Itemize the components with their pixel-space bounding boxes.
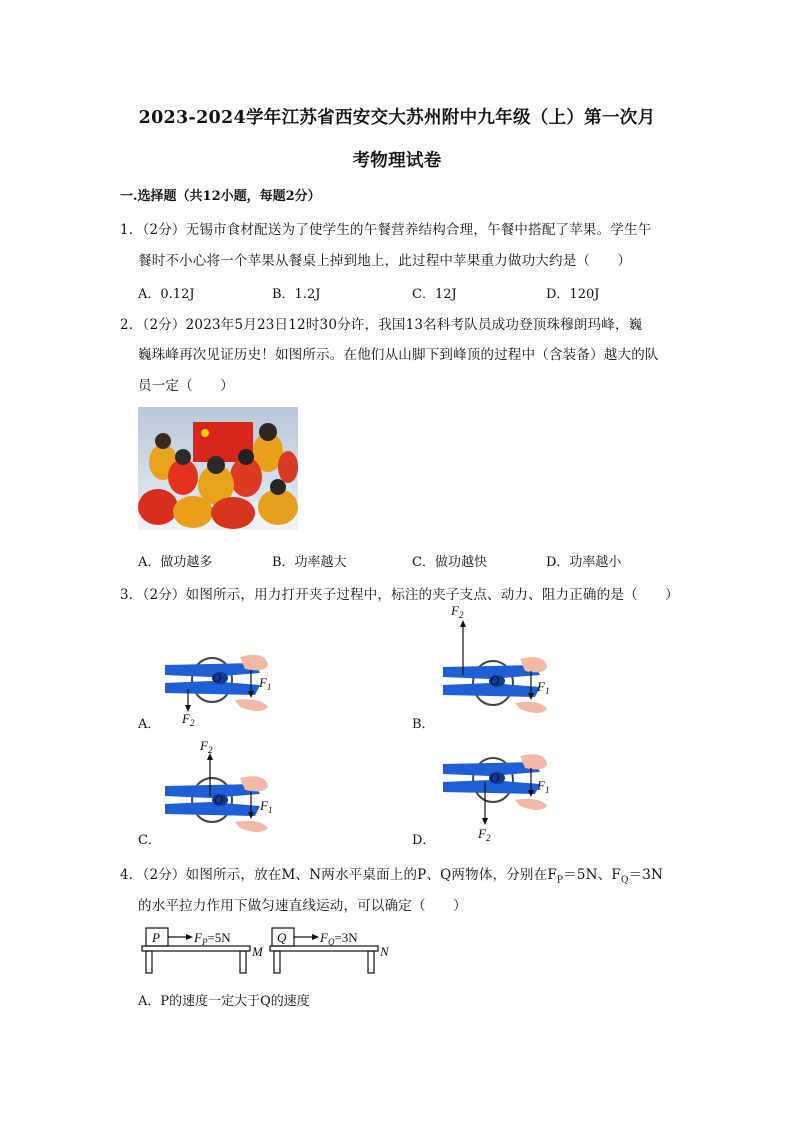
svg-text:F2: $F_2$ xyxy=(200,738,213,755)
q4-line2: 的水平拉力作用下做匀速直线运动，可以确定（ ） xyxy=(138,898,467,914)
table-n-label: N xyxy=(380,944,389,959)
q1-line1: 1．（2分）无锡市食材配送为了使学生的午餐营养结构合理，午餐中搭配了苹果。学生午 xyxy=(120,222,652,238)
svg-text:F1: $F_1$ xyxy=(260,798,273,815)
q3-clip-diagram-a xyxy=(160,645,275,730)
svg-text:FP=5N: $F_P=5N$ xyxy=(194,930,231,947)
f2-label: F xyxy=(182,711,190,726)
block-q-label: Q xyxy=(277,930,287,945)
q4-tables-diagram xyxy=(140,922,400,978)
q2-option-c: C．做功越快 xyxy=(412,555,487,570)
svg-text:FQ=3N: $F_Q=3N$ xyxy=(320,930,358,947)
svg-text:F1: $F_1$ xyxy=(537,679,550,696)
q3-clip-diagram-b xyxy=(435,603,555,723)
q2-line2: 巍珠峰再次见证历史！如图所示。在他们从山脚下到峰顶的过程中（含装备）越大的队 xyxy=(138,347,659,363)
q4-line1: 4．（2分）如图所示，放在M、N两水平桌面上的P、Q两物体，分别在$F_P=5N$、$F_Q=3N$ xyxy=(120,867,664,886)
svg-text:F1: $F_1$ xyxy=(537,778,550,795)
q3-clip-diagram-c xyxy=(160,738,275,848)
svg-text:F2: $F_2$ xyxy=(478,826,491,843)
q1-option-c: C．12J xyxy=(412,287,457,302)
section-heading: 一.选择题（共12小题，每题2分） xyxy=(120,189,321,204)
f1-sub: 1 xyxy=(266,682,272,692)
q2-line3: 员一定（ ） xyxy=(138,378,234,394)
svg-text:O: O xyxy=(214,792,224,807)
f1-label: F xyxy=(259,675,267,690)
svg-text:F1 xyxy=(258,675,271,692)
q1-option-a: A．0.12J xyxy=(138,287,195,302)
q3-line1: 3．（2分）如图所示，用力打开夹子过程中，标注的夹子支点、动力、阻力正确的是（ ） xyxy=(120,587,679,603)
q3-clip-diagram-d xyxy=(435,752,555,847)
svg-text:O: O xyxy=(490,770,500,785)
q1-line2: 餐时不小心将一个苹果从餐桌上掉到地上，此过程中苹果重力做功大约是（ ） xyxy=(138,253,632,269)
f2-sub: 2 xyxy=(189,718,195,728)
everest-team-photo xyxy=(138,407,298,530)
block-p-label: P xyxy=(152,930,160,945)
svg-text:F2 xyxy=(181,711,195,728)
exam-title-line1: 2023-2024学年江苏省西安交大苏州附中九年级（上）第一次月 xyxy=(138,108,656,128)
q3-option-c-label: C． xyxy=(138,833,161,848)
svg-text:F2: $F_2$ xyxy=(451,603,464,620)
svg-text:O: O xyxy=(490,673,500,688)
q3-option-d-label: D． xyxy=(412,833,436,848)
table-m-label: M xyxy=(252,944,263,959)
q3-option-b-label: B． xyxy=(412,717,435,732)
q2-line1: 2．（2分）2023年5月23日12时30分许，我国13名科考队员成功登顶珠穆朗玛峰，巍 xyxy=(120,317,643,333)
q1-option-d: D．120J xyxy=(546,287,600,302)
q3-option-a-label: A． xyxy=(138,717,161,732)
q2-option-b: B．功率越大 xyxy=(272,555,347,570)
exam-title-line2: 考物理试卷 xyxy=(352,151,442,171)
q1-option-b: B．1.2J xyxy=(272,287,321,302)
q2-option-a: A．做功越多 xyxy=(138,555,213,570)
pivot-o-label: O xyxy=(212,670,222,685)
q2-option-d: D．功率越小 xyxy=(546,555,622,570)
q4-option-a: A．P的速度一定大于Q的速度 xyxy=(138,994,310,1009)
